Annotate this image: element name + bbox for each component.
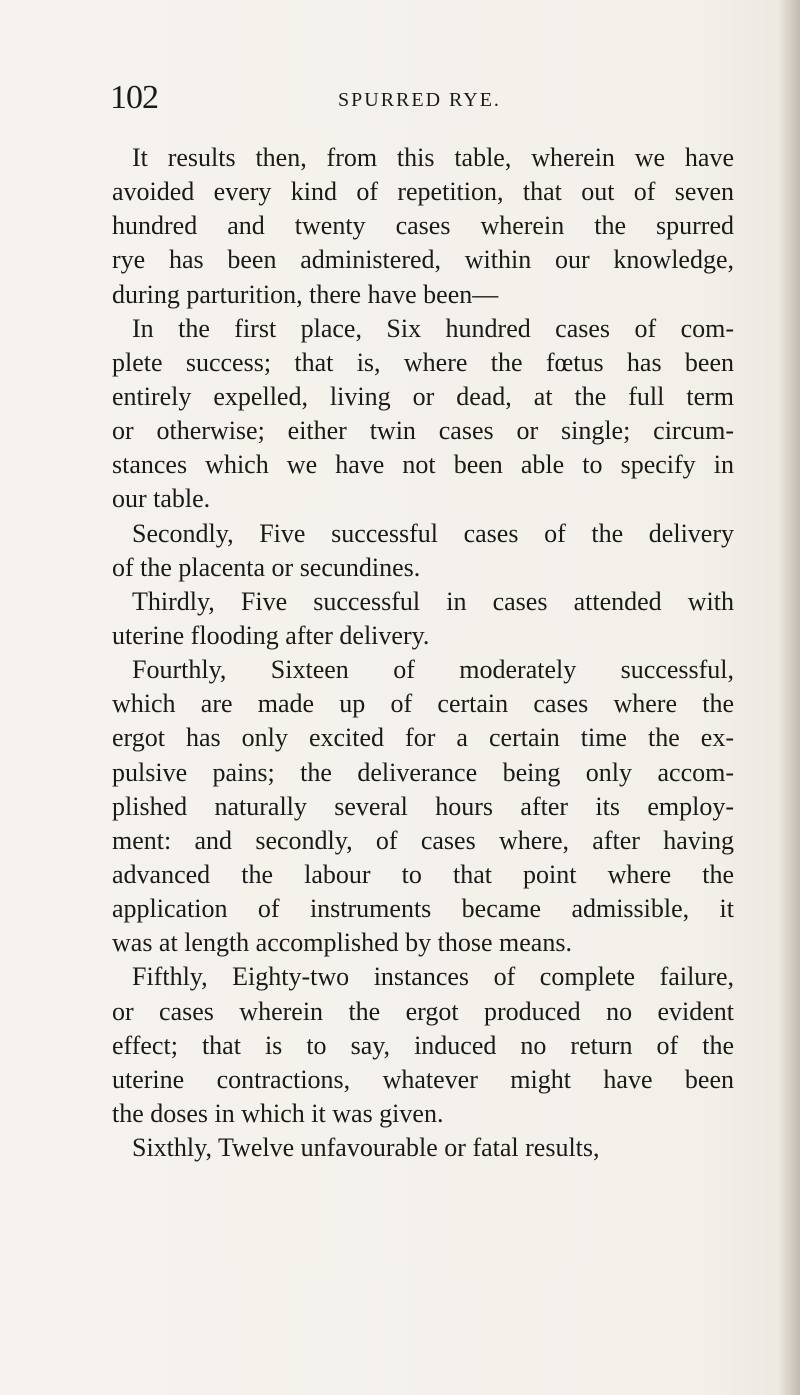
text-line: In the first place, Six hundred cases of com- [132, 313, 734, 343]
text-line: the doses in which it was given. [112, 1098, 444, 1128]
text-line: or cases wherein the ergot produced no evident [112, 996, 734, 1026]
text-line: which are made up of certain cases where the [112, 689, 734, 719]
page-edge-shadow [778, 0, 800, 1395]
text-line: of the placenta or secundines. [112, 552, 421, 582]
text-line: advanced the labour to that point where the [112, 859, 734, 889]
text-line: Thirdly, Five successful in cases attended with [132, 586, 734, 616]
text-line: ment: and secondly, of cases where, after having [112, 825, 734, 855]
text-line: Fourthly, Sixteen of moderately successful, [132, 655, 734, 685]
text-line: was at length accomplished by those means. [112, 928, 572, 958]
text-line: Secondly, Five successful cases of the delivery [132, 518, 734, 548]
text-line: plished naturally several hours after its employ- [112, 791, 734, 821]
running-head: SPURRED RYE. [338, 89, 501, 111]
text-line: uterine flooding after delivery. [112, 620, 430, 650]
text-line: our table. [112, 484, 211, 514]
text-line: entirely expelled, living or dead, at the full term [112, 381, 734, 411]
text-line: effect; that is to say, induced no return of the [112, 1030, 734, 1060]
text-line: Sixthly, Twelve unfavourable or fatal results, [132, 1133, 600, 1163]
text-line: or otherwise; either twin cases or single; circum- [112, 416, 734, 446]
text-line: stances which we have not been able to specify in [112, 450, 734, 480]
page-header [106, 78, 746, 118]
text-line: It results then, from this table, wherein we have [132, 143, 734, 172]
text-line: hundred and twenty cases wherein the spurred [112, 211, 734, 241]
text-line: uterine contractions, whatever might have been [112, 1064, 734, 1094]
text-line: rye has been administered, within our knowledge, [112, 245, 734, 275]
page-number: 102 [110, 79, 158, 116]
text-line: during parturition, there have been— [112, 279, 499, 309]
text-line: avoided every kind of repetition, that out of seven [112, 177, 734, 207]
text-line: pulsive pains; the deliverance being only accom- [112, 757, 734, 787]
body-text [112, 141, 734, 1165]
text-line: plete success; that is, where the fœtus has been [112, 347, 734, 377]
text-line: ergot has only excited for a certain time the ex- [112, 723, 734, 753]
text-line: Fifthly, Eighty-two instances of complete failure, [132, 962, 734, 992]
text-line: application of instruments became admissible, it [112, 894, 734, 924]
